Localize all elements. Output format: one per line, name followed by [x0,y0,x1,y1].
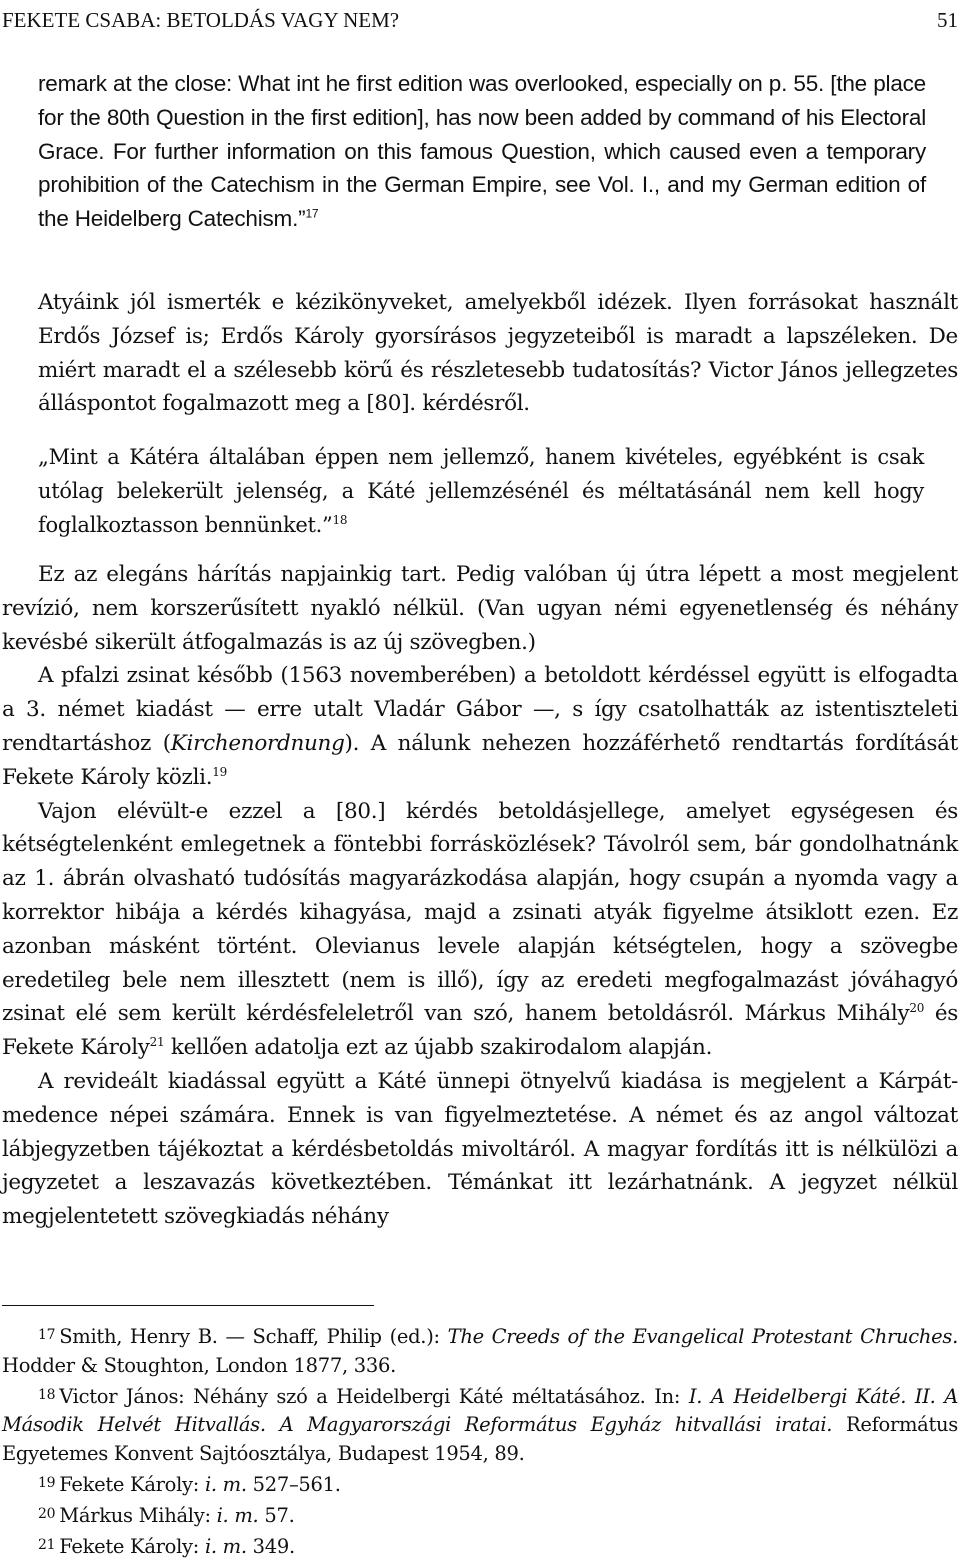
footnote-ref-17[interactable]: 17 [305,206,319,221]
footnote-ref-19[interactable]: 19 [212,764,227,779]
footnote-ref-21[interactable]: 21 [149,1035,165,1049]
page-number: 51 [937,8,958,32]
english-quote-text: remark at the close: What int he first edition was overlooked, especially on p. 55. [the place for the 80th Question in the first edition], has now been added by command of his Electoral Grace. For further information on this famous Question, which caused even a temporary prohibition of the Catechism in the German Empire, see Vol. I., and my German edition of the Heidelberg Catechism.” [38,71,926,232]
running-title: FEKETE CSABA: BETOLDÁS VAGY NEM? [2,8,400,32]
main-text [2,558,958,1234]
hungarian-quote-text: „Mint a Kátéra általában éppen nem jellemző, hanem kivételes, egyébként is csak utólag belekerült jelenség, a Káté jellemzésénél és méltatásánál nem kell hogy foglalkoztasson bennünket.” [38,445,924,537]
paragraph-1 [38,286,958,421]
footnote-19: $^{19}$ Fekete Károly: i. m. 527–561. [38,1472,341,1496]
footnote-ref-18[interactable]: 18 [332,512,348,527]
paragraph-3: A pfalzi zsinat később (1563 novemberében) a betoldott kérdéssel együtt is elfogadta a 3. német kiadást — erre utalt Vladár Gábor —, s így csatolhatták az istentiszteleti rendtartáshoz (Kirchenordnung). A nálunk nehezen hozzáférhető rendtartás fordítását Fekete Károly közli.$^{19}$ [2,663,958,790]
footnote-18: $^{18}$ Victor János: Néhány szó a Heidelbergi Káté méltatásához. In: I. A Heidelbergi Káté. II. A Második Helvét Hitvallás. A Magyarországi Református Egyház hitvallási iratai. Református Egyetemes Konvent Sajtóosztálya, Budapest 1954, 89. [2,1384,959,1466]
running-header [2,2,958,38]
footnote-20: $^{20}$ Márkus Mihály: i. m. 57. [38,1503,295,1527]
footnote-17: $^{17}$ Smith, Henry B. — Schaff, Philip (ed.): The Creeds of the Evangelical Protestant Chruches. Hodder & Stoughton, London 1877, 336. [2,1325,958,1377]
footnotes [2,1321,958,1561]
paragraph-2: Ez az elegáns hárítás napjainkig tart. Pedig valóban új útra lépett a most megjelent revízió, nem korszerűsített nyakló nélkül. (Van ugyan némi egyenetlenség és néhány kevésbé sikerült átfogalmazás is az új szövegben.) [2,562,958,655]
footnote-21: $^{21}$ Fekete Károly: i. m. 349. [38,1534,295,1558]
footnote-ref-20[interactable]: 20 [909,1001,925,1016]
hungarian-quote-block [38,441,924,542]
kirchenordnung-term: Kirchenordnung [170,730,345,756]
english-quote-block [38,67,926,236]
paragraph-4: Vajon elévült-e ezzel a [80.] kérdés betoldásjellege, amelyet egységesen és kétségtelenként emlegetnek a föntebbi forrásközlések? Távolról sem, bár gondolhatnánk az 1. ábrán olvasható tudósítás magyarázkodása alapján, hogy csupán a nyomda vagy a korrektor hibája a kérdés kihagyása, majd a zsinati atyák figyelme átsiklott ezen. Ez azonban másként történt. Olevianus levele alapján kétségtelen, hogy a szövegbe eredetileg bele nem illesztett (nem is illő), így az eredeti megfogalmazást jóváhagyó zsinat elé sem került kérdésfeleletről van szó, hanem betoldásról. Márkus Mihály$^{20}$ és Fekete Károly$^{21}$ kellően adatolja ezt az újabb szakirodalom alapján. [2,798,958,1061]
paragraph-5: A revideált kiadással együtt a Káté ünnepi ötnyelvű kiadása is megjelent a Kárpát-medence népei számára. Ennek is van figyelmeztetése. A német és az angol változat lábjegyzetben tájékoztat a kérdésbetoldás mivoltáról. A magyar fordítás itt is nélkülözi a jegyzetet a leszavazás következtében. Témánkat itt lezárhatnánk. A jegyzet nélkül megjelentetett szövegkiadás néhány [2,1068,958,1230]
footnote-separator [2,1305,374,1306]
paragraph-1-text: Atyáink jól ismerték e kézikönyveket, amelyekből idézek. Ilyen forrásokat használt Erdős József is; Erdős Károly gyorsírásos jegyzeteiből is maradt a lapszéleken. De miért maradt el a szélesebb körű és részletesebb tudatosítás? Victor János jellegzetes álláspontot fogalmazott meg a [80]. kérdésről. [38,290,958,417]
